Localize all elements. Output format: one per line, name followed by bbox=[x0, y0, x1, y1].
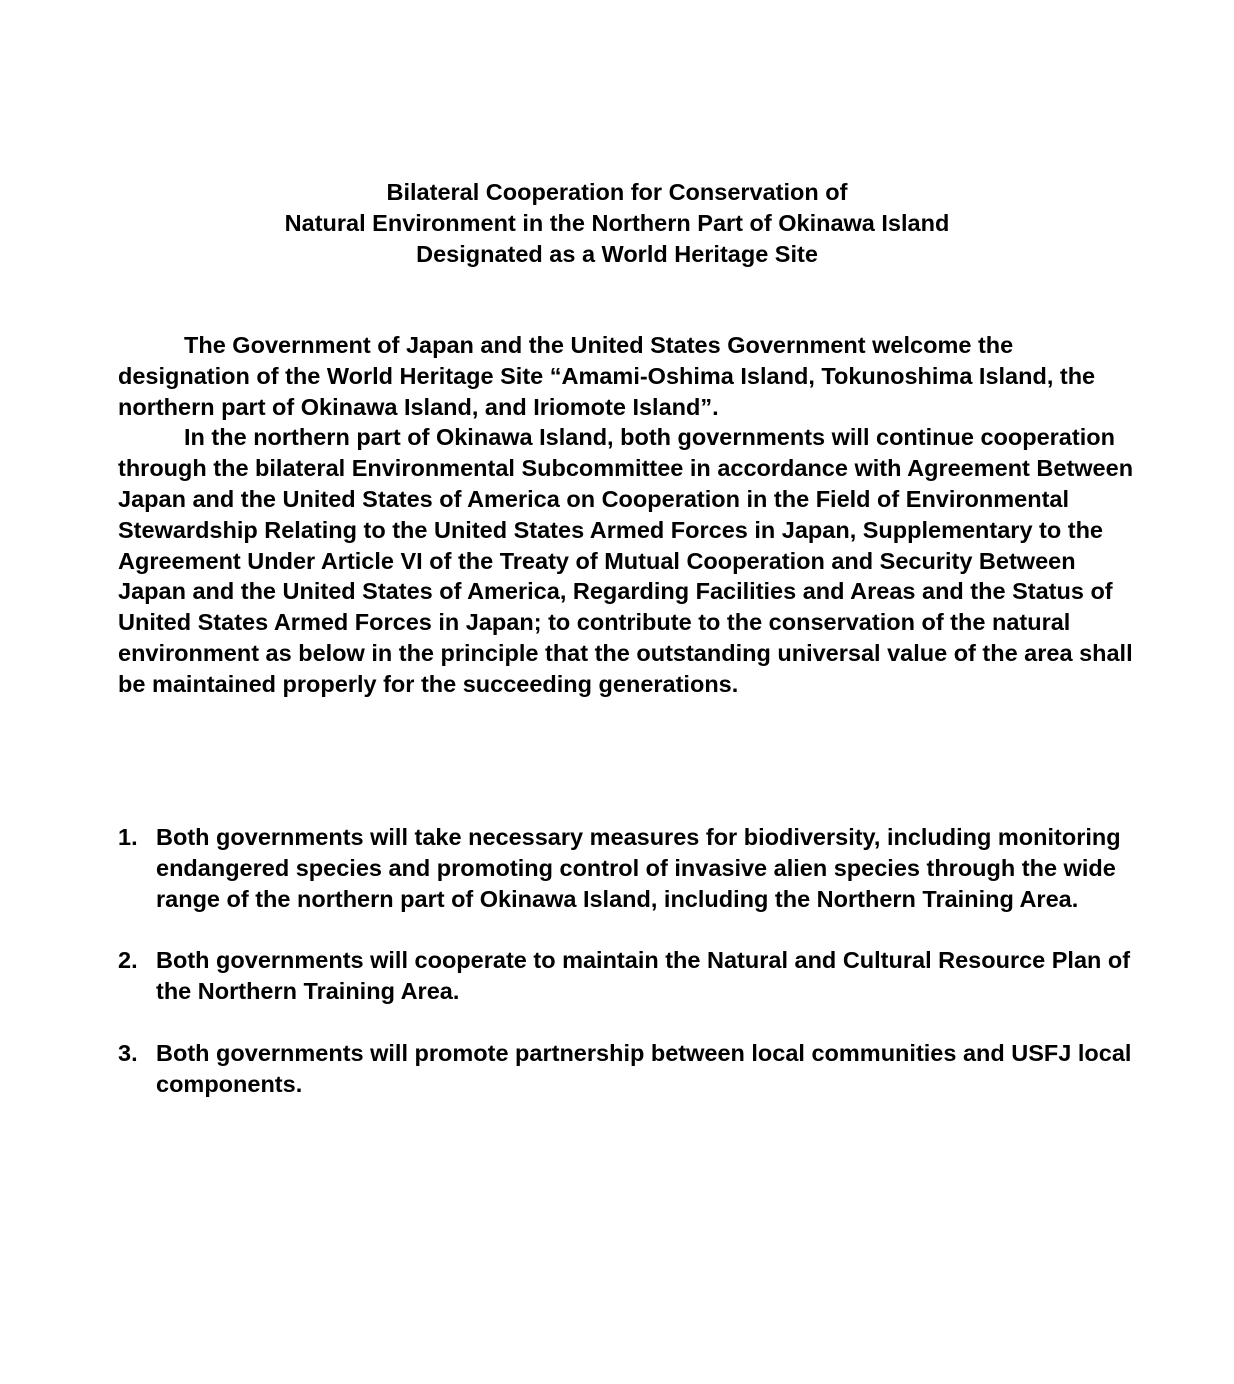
paragraph-cooperation: In the northern part of Okinawa Island, both governments will continue cooperation through the bilateral Environmental Subcommittee in accordance with Agreement Between Japan and the United States of America on Cooperation in the Field of Environmental Stewardship Relating to the United States Armed Forces in Japan, Supplementary to the Agreement Under Article VI of the Treaty of Mutual Cooperation and Security Between Japan and the United States of America, Regarding Facilities and Areas and the Status of United States Armed Forces in Japan; to contribute to the conservation of the natural environment as below in the principle that the outstanding universal value of the area shall be maintained properly for the succeeding generations. bbox=[118, 424, 1134, 697]
list-item-text: Both governments will take necessary measures for biodiversity, including monitoring endangered species and promoting control of invasive alien species through the wide range of the northern part of Okinawa Island, including the Northern Training Area. bbox=[156, 824, 1121, 912]
document-title bbox=[0, 177, 1234, 269]
document-body bbox=[118, 330, 1134, 700]
title-line-3: Designated as a World Heritage Site bbox=[416, 240, 818, 267]
paragraph-welcome: The Government of Japan and the United States Government welcome the designation of the World Heritage Site “Amami-Oshima Island, Tokunoshima Island, the northern part of Okinawa Island, and Iriomote Island”. bbox=[118, 332, 1096, 420]
title-line-1: Bilateral Cooperation for Conservation of bbox=[386, 179, 848, 205]
list-item-text: Both governments will promote partnership between local communities and USFJ local components. bbox=[156, 1039, 1132, 1097]
list-item-number: 3. bbox=[118, 1039, 138, 1066]
list-item bbox=[118, 945, 1134, 1007]
title-line-2: Natural Environment in the Northern Part of Okinawa Island bbox=[284, 209, 950, 236]
list-item-number: 2. bbox=[118, 947, 138, 974]
list-item-text: Both governments will cooperate to maintain the Natural and Cultural Resource Plan of the Northern Training Area. bbox=[156, 947, 1131, 1005]
list-item bbox=[118, 1038, 1134, 1100]
list-item bbox=[118, 822, 1134, 914]
list-item-number: 1. bbox=[118, 824, 138, 850]
measures-list bbox=[118, 822, 1134, 1131]
